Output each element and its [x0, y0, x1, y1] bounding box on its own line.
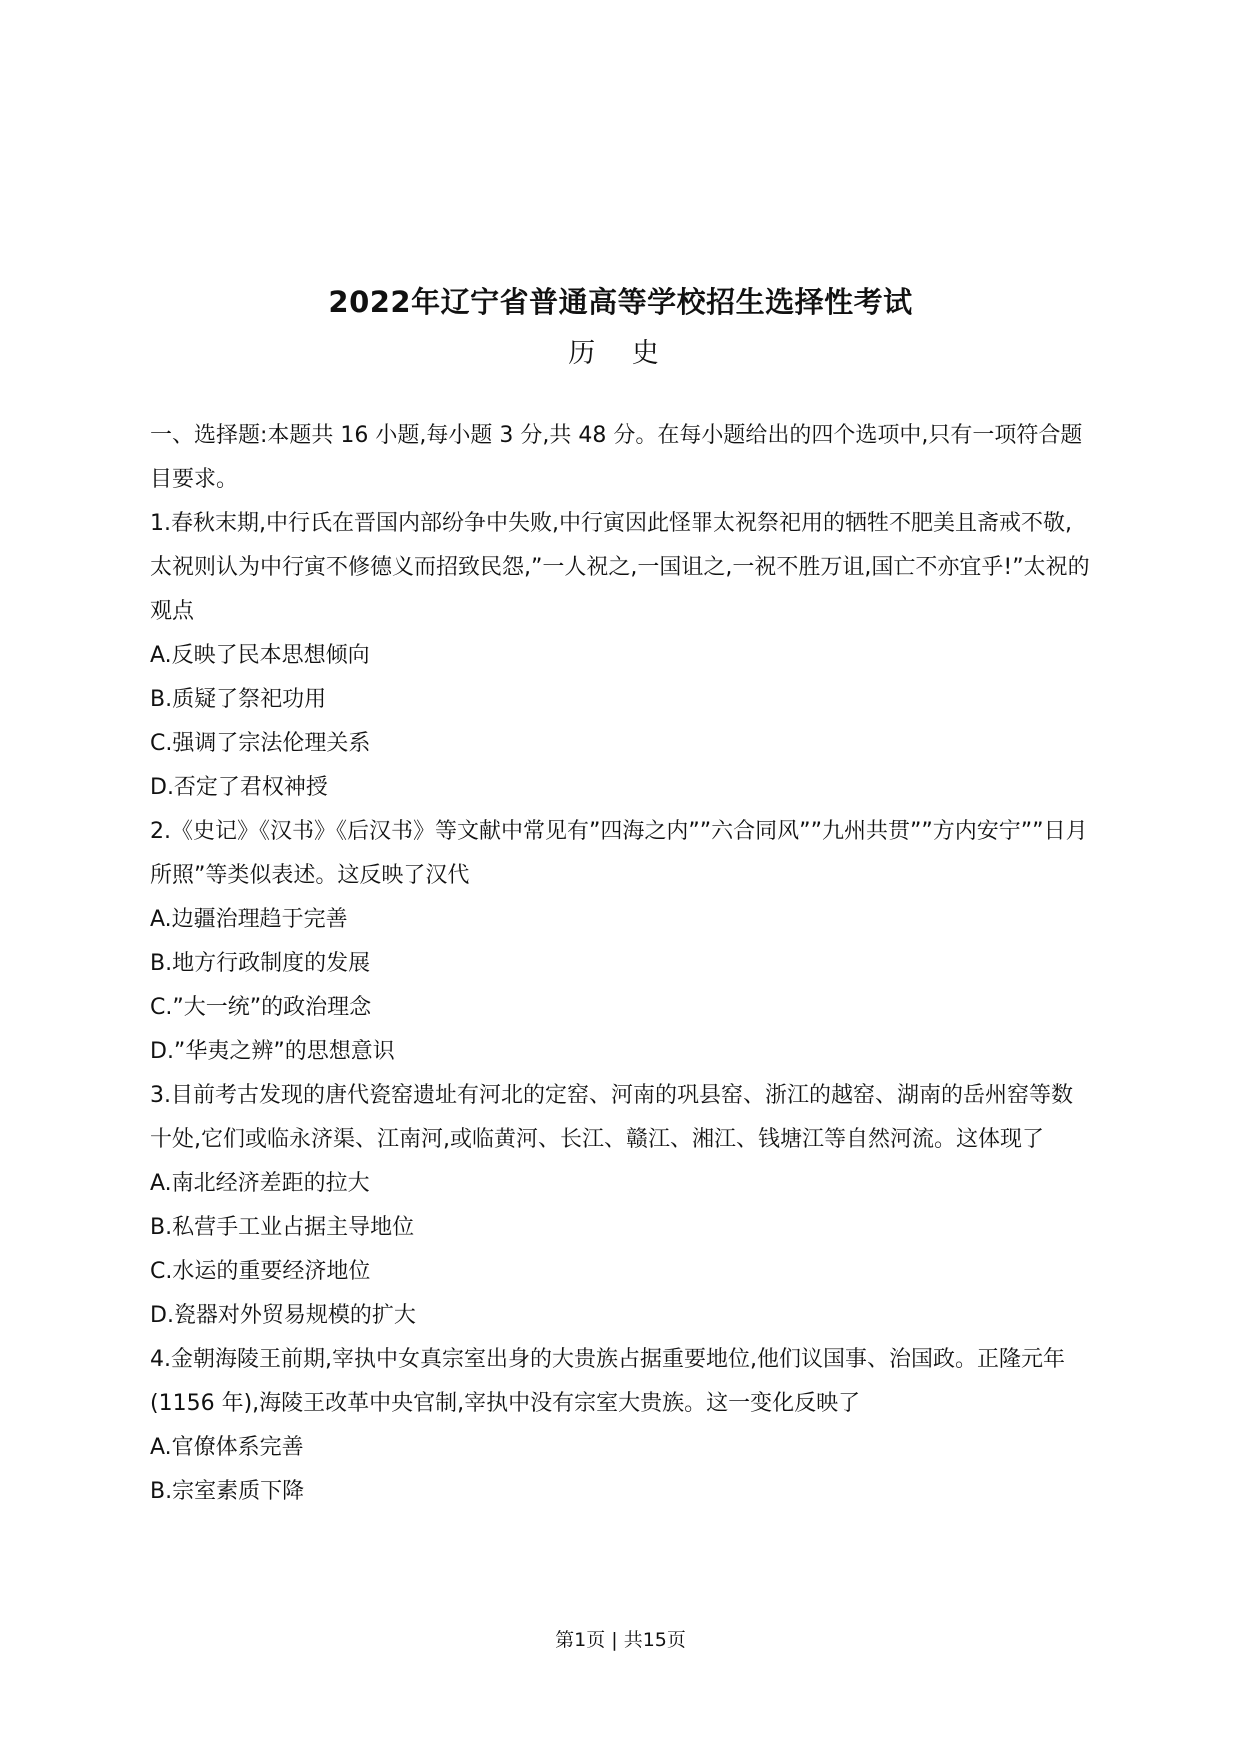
- question-2: [150, 810, 1090, 1074]
- exam-content: [150, 414, 1090, 1514]
- question-4: [150, 1338, 1090, 1514]
- option-b: B.地方行政制度的发展: [150, 951, 371, 976]
- option-a: A.反映了民本思想倾向: [150, 643, 370, 668]
- option-a: A.官僚体系完善: [150, 1435, 304, 1460]
- option-a: A.南北经济差距的拉大: [150, 1171, 370, 1196]
- option-c: C.”大一统”的政治理念: [150, 995, 372, 1020]
- option-d: D.瓷器对外贸易规模的扩大: [150, 1303, 416, 1328]
- section-intro: 一、选择题:本题共 16 小题,每小题 3 分,共 48 分。在每小题给出的四个选项中,只有一项符合题目要求。: [150, 423, 1083, 492]
- page-title: 2022年辽宁省普通高等学校招生选择性考试: [328, 285, 913, 319]
- option-b: B.宗室素质下降: [150, 1479, 305, 1504]
- question-1: [150, 502, 1090, 810]
- option-b: B.质疑了祭祀功用: [150, 687, 327, 712]
- question-3: [150, 1074, 1090, 1338]
- question-stem: 3.目前考古发现的唐代瓷窑遗址有河北的定窑、河南的巩县窑、浙江的越窑、湖南的岳州窑等数十处,它们或临永济渠、江南河,或临黄河、长江、赣江、湘江、钱塘江等自然河流。这体现了: [150, 1083, 1073, 1152]
- subject-heading: 历 史: [568, 338, 673, 369]
- question-stem: 2.《史记》《汉书》《后汉书》等文献中常见有”四海之内””六合同风””九州共贯””方内安宁””日月所照”等类似表述。这反映了汉代: [150, 819, 1088, 888]
- question-stem: 4.金朝海陵王前期,宰执中女真宗室出身的大贵族占据重要地位,他们议国事、治国政。正隆元年(1156 年),海陵王改革中央官制,宰执中没有宗室大贵族。这一变化反映了: [150, 1347, 1065, 1416]
- question-stem: 1.春秋末期,中行氏在晋国内部纷争中失败,中行寅因此怪罪太祝祭祀用的牺牲不肥美且斋戒不敬,太祝则认为中行寅不修德义而招致民怨,”一人祝之,一国诅之,一祝不胜万诅,国亡不亦宜乎!”太祝的观点: [150, 511, 1090, 624]
- option-b: B.私营手工业占据主导地位: [150, 1215, 415, 1240]
- option-d: D.”华夷之辨”的思想意识: [150, 1039, 395, 1064]
- page-footer: 第1页 | 共15页: [555, 1629, 686, 1651]
- option-d: D.否定了君权神授: [150, 775, 328, 800]
- option-c: C.强调了宗法伦理关系: [150, 731, 371, 756]
- option-c: C.水运的重要经济地位: [150, 1259, 371, 1284]
- option-a: A.边疆治理趋于完善: [150, 907, 348, 932]
